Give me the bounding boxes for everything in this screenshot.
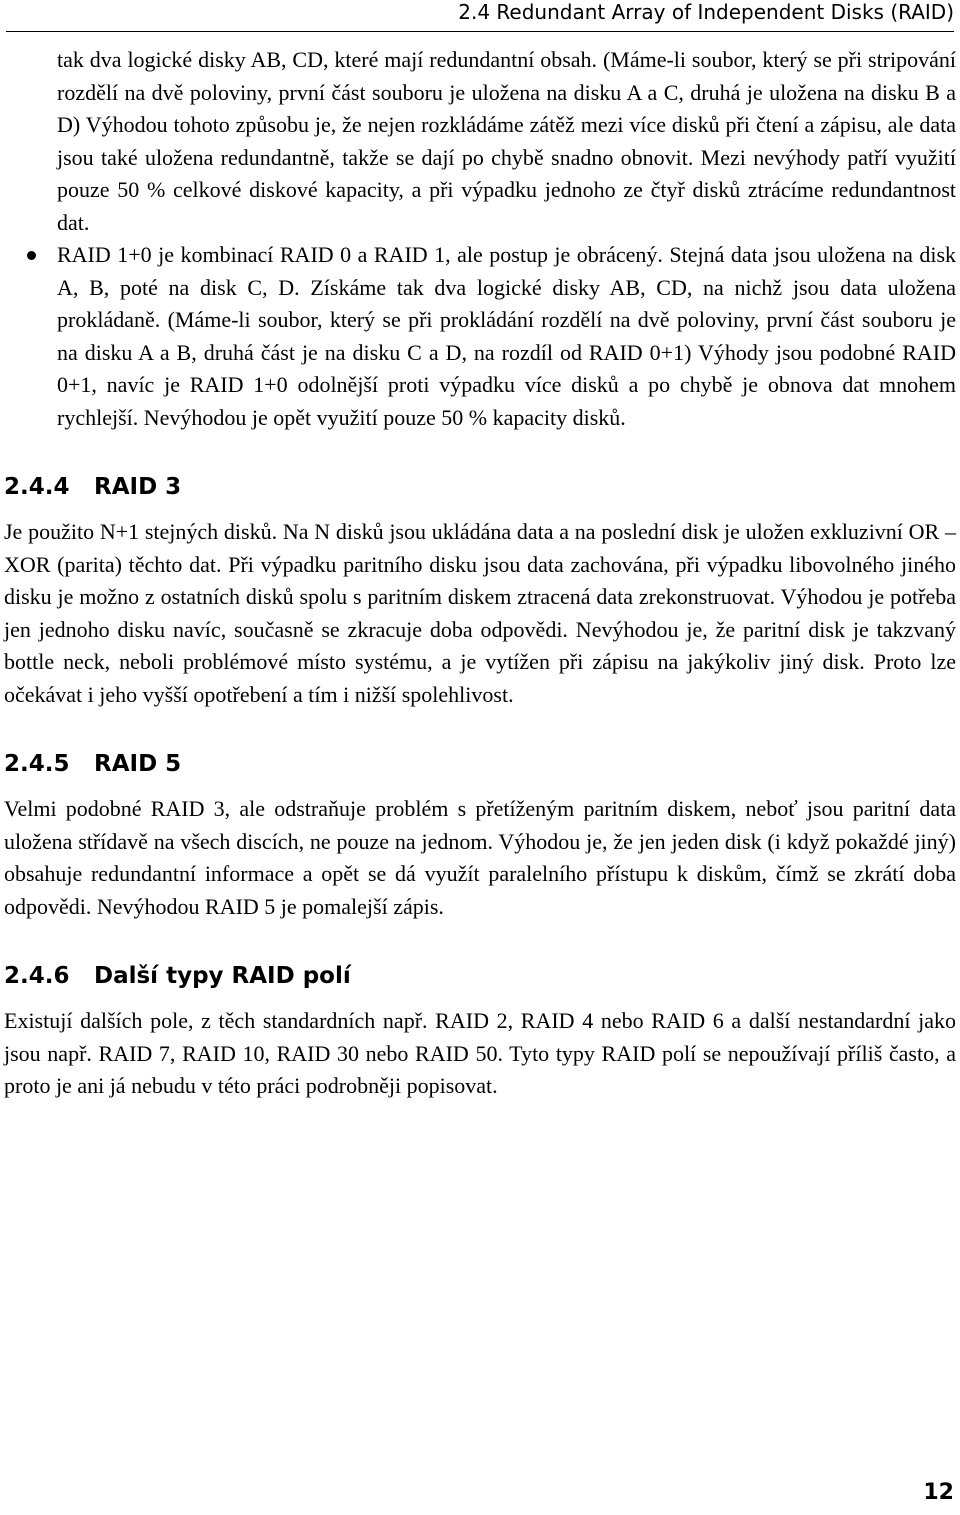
section-title: RAID 5 — [94, 751, 182, 777]
section-paragraph-raid5: Velmi podobné RAID 3, ale odstraňuje problém s přetíženým paritním diskem, neboť jsou paritní data uložena střídavě na všech discích, ne pouze na jednom. Výhodou je, že jen jeden disk (i když pokaždé jiný) obsahuje redundantní informace a opět se dá využít paralelního přístupu k diskům, čímž se zkrátí doba odpovědi. Nevýhodou RAID 5 je pomalejší zápis. — [4, 796, 956, 919]
continuation-paragraph: tak dva logické disky AB, CD, které mají redundantní obsah. (Máme-li soubor, který se při stripování rozdělí na dvě poloviny, první část souboru je uložena na disku A a C, druhá je uložena na disku B a D) Výhodou tohoto způsobu je, že nejen rozkládáme zátěž mezi více disků při čtení a zápisu, ale data jsou také uložena redundantně, takže se dají po chybě snadno obnovit. Mezi nevýhody patří využití pouze 50 % celkové diskové kapacity, a při výpadku jednoho ze čtyř disků ztrácíme redundantnost dat. — [57, 47, 956, 235]
running-head-text: 2.4 Redundant Array of Independent Disks (RAID) — [458, 0, 954, 24]
section-number: 2.4.5 — [4, 751, 70, 777]
list-item-raid10 — [4, 239, 956, 434]
section-heading-raid3 — [4, 472, 956, 502]
section-title: RAID 3 — [94, 474, 182, 500]
bullet-icon — [27, 251, 36, 260]
running-head — [6, 0, 954, 32]
section-paragraph-other-raid: Existují dalších pole, z těch standardních např. RAID 2, RAID 4 nebo RAID 6 a další nestandardní jako jsou např. RAID 7, RAID 10, RAID 30 nebo RAID 50. Tyto typy RAID polí se nepoužívají příliš často, a proto je ani já nebudu v této práci podrobněji popisovat. — [4, 1008, 956, 1098]
page-number: 12 — [923, 1480, 954, 1505]
section-heading-raid5 — [4, 749, 956, 779]
list-item-text: RAID 1+0 je kombinací RAID 0 a RAID 1, ale postup je obrácený. Stejná data jsou uložena na disk A, B, poté na disk C, D. Získáme tak dva logické disky AB, CD, na nichž jsou data uložena prokládaně. (Máme-li soubor, který se při prokládání rozdělí na dvě poloviny, první část souboru je na disku A a B, druhá část je na disku C a D, na rozdíl od RAID 0+1) Výhody jsou podobné RAID 0+1, navíc je RAID 1+0 odolnější proti výpadku více disků a po chybě je obnova dat mnohem rychlejší. Nevýhodou je opět využití pouze 50 % kapacity disků. — [57, 242, 956, 430]
page-body — [4, 44, 956, 1103]
section-number: 2.4.6 — [4, 963, 70, 989]
section-number: 2.4.4 — [4, 474, 70, 500]
section-heading-other-raid — [4, 961, 956, 991]
section-title: Další typy RAID polí — [94, 963, 351, 989]
section-paragraph-raid3: Je použito N+1 stejných disků. Na N disků jsou ukládána data a na poslední disk je uložen exkluzivní OR – XOR (parita) těchto dat. Při výpadku paritního disku jsou data zachována, při výpadku libovolného jiného disku je možno z ostatních disků spolu s paritním diskem ztracená data zrekonstruovat. Výhodou je potřeba jen jednoho disku navíc, současně se zkracuje doba odpovědi. Nevýhodou je, že paritní disk je takzvaný bottle neck, neboli problémové místo systému, a je vytížen při zápisu na jakýkoliv jiný disk. Proto lze očekávat i jeho vyšší opotřebení a tím i nižší spolehlivost. — [4, 519, 956, 707]
